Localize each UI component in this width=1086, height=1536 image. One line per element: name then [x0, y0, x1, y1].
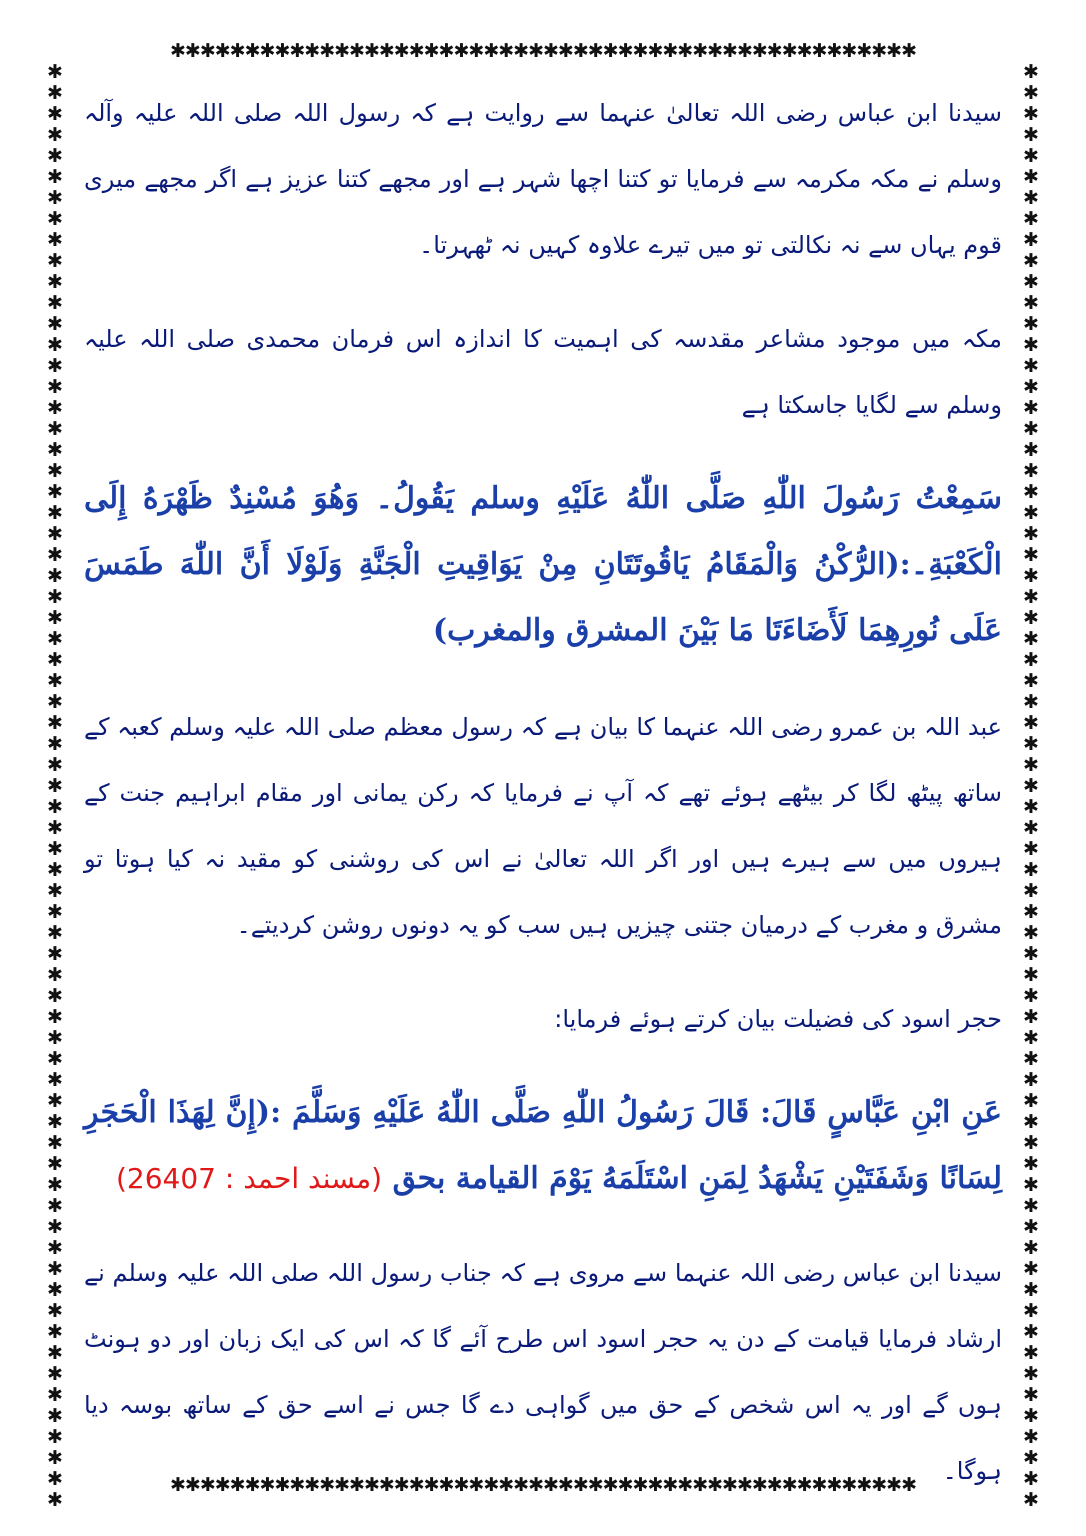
- page-content: [84, 80, 1002, 1485]
- arabic-hadith-hajar-aswad: [84, 1080, 1002, 1212]
- paragraph-abdullah-bin-amr: عبد اللہ بن عمرو رضی اللہ عنہما کا بیان ہے کہ رسول معظم صلی اللہ علیہ وسلم کعبہ کے ساتھ پیٹھ لگا کر بیٹھے ہوئے تھے کہ آپ نے فرمایا کہ رکن یمانی اور مقام ابراہیم جنت کے ہیروں میں سے ہیرے ہیں اور اگر اللہ تعالیٰ نے اس کی روشنی کو مقید نہ کیا ہوتا تو مشرق و مغرب کے درمیان جتنی چیزیں ہیں سب کو یہ دونوں روشن کردیتے۔: [84, 713, 1002, 939]
- border-left-stars: ✱✱✱✱✱✱✱✱✱✱✱✱✱✱✱✱✱✱✱✱✱✱✱✱✱✱✱✱✱✱✱✱✱✱✱✱✱✱✱✱✱✱✱✱✱✱✱✱✱✱✱✱✱✱✱✱✱✱✱✱✱✱✱✱✱✱✱✱✱: [47, 61, 63, 1511]
- paragraph-mashaair-intro: مکہ میں موجود مشاعر مقدسہ کی اہمیت کا اندازہ اس فرمان محمدی صلی اللہ علیہ وسلم سے لگایا جاسکتا ہے: [84, 325, 1002, 419]
- paragraph-ibn-abbas-qiyamah: سیدنا ابن عباس رضی اللہ عنہما سے مروی ہے کہ جناب رسول اللہ صلی اللہ علیہ وسلم نے ارشاد فرمایا قیامت کے دن یہ حجر اسود اس طرح آئے گا کہ اس کی ایک زبان اور دو ہونٹ ہوں گے اور یہ اس شخص کے حق میں گواہی دے گا جس نے اسے حق کے ساتھ بوسہ دیا ہوگا۔: [84, 1259, 1002, 1485]
- border-top-stars: ✱✱✱✱✱✱✱✱✱✱✱✱✱✱✱✱✱✱✱✱✱✱✱✱✱✱✱✱✱✱✱✱✱✱✱✱✱✱✱✱✱✱✱✱✱✱✱✱✱✱: [170, 40, 916, 62]
- arabic-hadith-text: عَنِ ابْنِ عَبَّاسٍ قَالَ: قَالَ رَسُولُ اللّٰهِ صَلَّى اللّٰهُ عَلَيْهِ وَسَلَّمَ :(إِنَّ لِهَذَا الْحَجَرِ لِسَانًا وَشَفَتَيْنِ يَشْهَدُ لِمَنِ اسْتَلَمَهُ يَوْمَ القيامة بحق: [84, 1095, 1002, 1196]
- border-right-stars: ✱✱✱✱✱✱✱✱✱✱✱✱✱✱✱✱✱✱✱✱✱✱✱✱✱✱✱✱✱✱✱✱✱✱✱✱✱✱✱✱✱✱✱✱✱✱✱✱✱✱✱✱✱✱✱✱✱✱✱✱✱✱✱✱✱✱✱✱✱: [1023, 61, 1039, 1511]
- page-border-frame: [44, 40, 1042, 1511]
- border-bottom-stars: ✱✱✱✱✱✱✱✱✱✱✱✱✱✱✱✱✱✱✱✱✱✱✱✱✱✱✱✱✱✱✱✱✱✱✱✱✱✱✱✱✱✱✱✱✱✱✱✱✱✱: [170, 1474, 916, 1496]
- paragraph-hajar-aswad-intro: حجر اسود کی فضیلت بیان کرتے ہوئے فرمایا:: [554, 1005, 1002, 1033]
- arabic-hadith-rukn-maqam: سَمِعْتُ رَسُولَ اللّٰهِ صَلَّى اللّٰهُ عَلَيْهِ وسلم يَقُولُ۔ وَهُوَ مُسْنِدٌ ظَهْرَهُ إِلَى الْكَعْبَةِ۔:(الرُّكْنُ وَالْمَقَامُ يَاقُوتَتَانِ مِنْ يَوَاقِيتِ الْجَنَّةِ وَلَوْلَا أَنَّ اللّٰهَ طَمَسَ عَلَى نُورِهِمَا لَأَضَاءَتَا مَا بَيْنَ المشرق والمغرب): [84, 481, 1002, 648]
- paragraph-ibn-abbas-makkah: سیدنا ابن عباس رضی اللہ تعالیٰ عنہما سے روایت ہے کہ رسول اللہ صلی اللہ علیہ وآلہ وسلم نے مکہ مکرمہ سے فرمایا تو کتنا اچھا شہر ہے اور مجھے کتنا عزیز ہے اگر مجھے میری قوم یہاں سے نہ نکالتی تو میں تیرے علاوہ کہیں نہ ٹھہرتا۔: [84, 99, 1002, 259]
- reference-musnad-ahmad: (مسند احمد : 26407): [115, 1162, 383, 1195]
